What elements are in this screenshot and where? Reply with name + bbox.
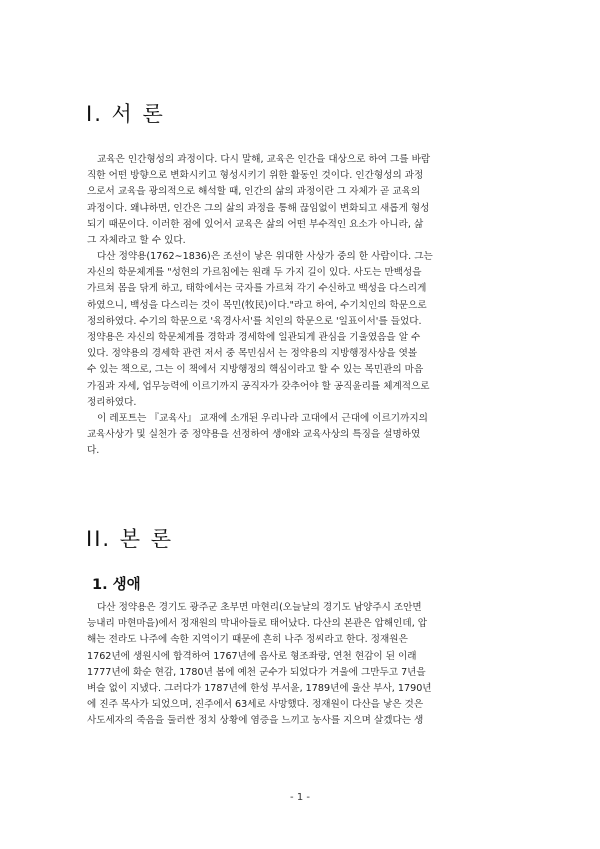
text-line: 해는 전라도 나주에 속한 지역이기 때문에 흔히 나주 정씨라고 한다. 정재원은 bbox=[87, 634, 408, 646]
subsection-heading-life: 1. 생애 bbox=[92, 577, 141, 593]
section-heading-introduction: I. 서 론 bbox=[86, 102, 165, 126]
intro-paragraph-1 bbox=[87, 152, 519, 249]
text-line: 과정이다. 왜냐하면, 인간은 그의 삶의 과정을 통해 끊임없이 변화되고 새롭게 형성 bbox=[87, 202, 430, 214]
text-line: 자신의 학문체계를 "성현의 가르침에는 원래 두 가지 길이 있다. 사도는 만백성을 bbox=[87, 267, 422, 279]
text-line: 정의하였다. 수기의 학문으로 '육경사서'를 치인의 학문으로 '일표이서'를 들었다. bbox=[87, 315, 422, 327]
text-line: 하였으니, 백성을 다스리는 것이 목민(牧民)이다."라고 하여, 수기치인의 학문으로 bbox=[87, 299, 427, 311]
text-line: 교육은 인간형성의 과정이다. 다시 말해, 교육은 인간을 대상으로 하여 그를 바람 bbox=[97, 154, 431, 165]
text-line: 벼슬 없이 지냈다. 그러다가 1787년에 한성 부서윤, 1789년에 울산 부사, 1790년 bbox=[87, 683, 432, 695]
text-line: 교육사상가 및 실천가 중 정약용을 선정하여 생애와 교육사상의 특징을 설명하였 bbox=[87, 429, 421, 441]
text-line: 1762년에 생원시에 합격하여 1767년에 음사로 형조좌랑, 연천 현감이 된 이래 bbox=[87, 650, 417, 662]
text-line: 능내리 마현마을)에서 정재원의 막내아들로 태어났다. 다산의 본관은 압해인데, 압 bbox=[87, 618, 428, 630]
text-line: 으로서 교육을 광의적으로 해석할 때, 인간의 삶의 과정이란 그 자체가 곧 교육의 bbox=[87, 186, 421, 198]
text-line: 있다. 정약용의 경세학 관련 저서 중 목민심서 는 정약용의 지방행정사상을 엿볼 bbox=[87, 348, 418, 360]
text-line: 정리하였다. bbox=[87, 396, 137, 408]
text-line: 에 진주 목사가 되었으며, 진주에서 63세로 사망했다. 정재원이 다산을 낳은 것은 bbox=[87, 699, 424, 711]
text-line: 이 레포트는 『교육사』 교재에 소개된 우리나라 고대에서 근대에 이르기까지의 bbox=[97, 413, 428, 424]
text-line: 가짐과 자세, 업무능력에 이르기까지 공직자가 갖추어야 할 공직윤리를 체계적으로 bbox=[87, 380, 430, 392]
intro-paragraph-2 bbox=[87, 249, 519, 411]
intro-paragraph-3 bbox=[87, 411, 519, 460]
text-line: 1777년에 화순 현감, 1780년 봄에 예천 군수가 되었다가 겨울에 그만두고 7년을 bbox=[87, 666, 426, 678]
text-line: 정약용은 자신의 학문체계를 경학과 경세학에 일관되게 관심을 기울였음을 알 수 bbox=[87, 332, 421, 344]
text-line: 직한 어떤 방향으로 변화시키고 형성시키기 위한 활동인 것이다. 인간형성의 과정 bbox=[87, 170, 424, 182]
section-heading-body: II. 본 론 bbox=[86, 527, 173, 551]
text-line: 그 자체라고 할 수 있다. bbox=[87, 235, 186, 247]
text-line: 다산 정약용(1762∼1836)은 조선이 낳은 위대한 사상가 중의 한 사람이다. 그는 bbox=[97, 251, 433, 262]
page-number: - 1 - bbox=[290, 792, 310, 803]
text-line: 다. bbox=[87, 445, 100, 457]
text-line: 되기 때문이다. 이러한 점에 있어서 교육은 삶의 어떤 부수적인 요소가 아니라, 삶 bbox=[87, 218, 424, 230]
life-paragraph bbox=[87, 600, 519, 730]
text-line: 사도세자의 죽음을 둘러싼 정치 상황에 염증을 느끼고 농사를 지으며 살겠다는 생 bbox=[87, 715, 424, 727]
text-line: 수 있는 책으로, 그는 이 책에서 지방행정의 핵심이라고 할 수 있는 목민관의 마음 bbox=[87, 364, 424, 376]
text-line: 가르쳐 몸을 닦게 하고, 태학에서는 국자를 가르쳐 각기 수신하고 백성을 다스리게 bbox=[87, 283, 427, 295]
text-line: 다산 정약용은 경기도 광주군 초부면 마현리(오늘날의 경기도 남양주시 조안면 bbox=[97, 602, 422, 613]
